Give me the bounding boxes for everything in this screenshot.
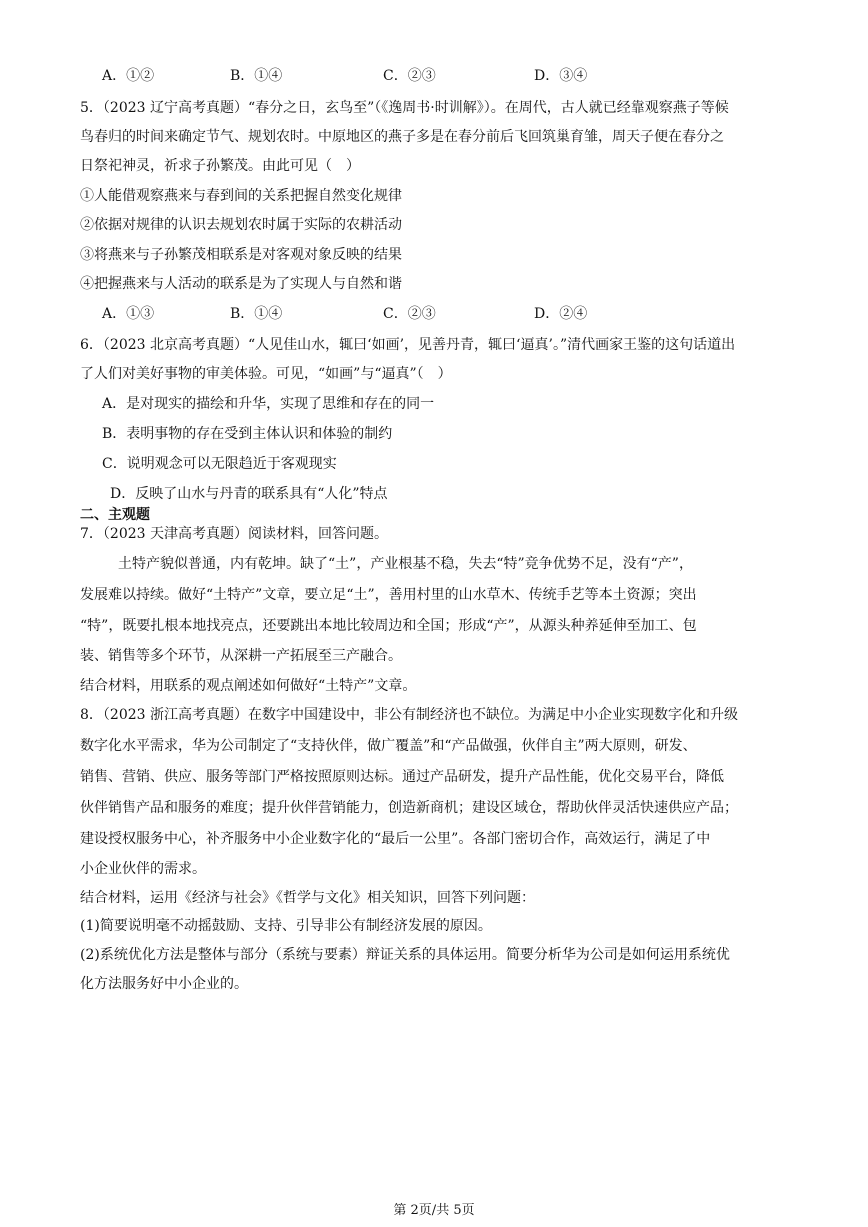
page-number: 第 2页/共 5页 bbox=[393, 1203, 475, 1218]
q5-option-c: C．②③ bbox=[383, 306, 436, 322]
q5-option-b: B．①④ bbox=[230, 306, 283, 322]
q6-option-a: A．是对现实的描绘和升华，实现了思维和存在的同一 bbox=[102, 396, 435, 412]
q8-material-line: 伙伴销售产品和服务的难度；提升伙伴营销能力，创造新商机；建设区域仓，帮助伙伴灵活快速供应产品； bbox=[80, 800, 738, 816]
q7-material-line: “特”，既要扎根本地找亮点，还要跳出本地比较周边和全国；形成“产”，从源头种养延伸至加工、包 bbox=[80, 618, 697, 634]
q8-sub-question-2-line: (2)系统优化方法是整体与部分（系统与要素）辩证关系的具体运用。简要分析华为公司是如何运用系统优 bbox=[80, 947, 730, 963]
q8-material-line: 销售、营销、供应、服务等部门严格按照原则达标。通过产品研发，提升产品性能，优化交易平台，降低 bbox=[80, 769, 724, 785]
q6-option-b: B．表明事物的存在受到主体认识和体验的制约 bbox=[102, 426, 393, 442]
q4-option-b: B．①④ bbox=[230, 68, 283, 84]
section-title: 二、主观题 bbox=[80, 507, 150, 523]
q8-material-line: 数字化水平需求，华为公司制定了“支持伙伴，做广覆盖”和“产品做强，伙伴自主”两大原则，研发、 bbox=[80, 738, 697, 754]
q7-material-line: 发展难以持续。做好“土特产”文章，要立足“土”，善用村里的山水草木、传统手艺等本土资源；突出 bbox=[80, 587, 697, 603]
q5-statement-1: ①人能借观察燕来与春到间的关系把握自然变化规律 bbox=[80, 188, 402, 204]
q5-option-d: D．②④ bbox=[534, 306, 588, 322]
q5-option-a: A．①③ bbox=[102, 306, 155, 322]
q5-stem-line: 日祭祀神灵，祈求子孙繁茂。由此可见（ ） bbox=[80, 158, 360, 174]
q6-stem-line: 6．（2023 北京高考真题）“人见佳山水，辄曰‘如画’，见善丹青，辄曰‘逼真’。”清代画家王鉴的这句话道出 bbox=[80, 337, 736, 353]
q8-instruction: 结合材料，运用《经济与社会》《哲学与文化》相关知识，回答下列问题： bbox=[80, 890, 535, 906]
q8-material-line: 建设授权服务中心，补齐服务中小企业数字化的“最后一公里”。各部门密切合作，高效运行，满足了中 bbox=[80, 831, 711, 847]
q6-stem-line: 了人们对美好事物的审美体验。可见，“如画”与“逼真”（ ） bbox=[80, 366, 452, 382]
q6-option-c: C．说明观念可以无限趋近于客观现实 bbox=[102, 456, 337, 472]
q5-stem-line: 5．（2023 辽宁高考真题）“春分之日，玄鸟至”（《逸周书·时训解》）。在周代，古人就已经靠观察燕子等候 bbox=[80, 100, 729, 116]
q5-statement-3: ③将燕来与子孙繁茂相联系是对客观对象反映的结果 bbox=[80, 247, 402, 263]
q4-option-a: A．①② bbox=[102, 68, 155, 84]
q4-option-d: D．③④ bbox=[534, 68, 588, 84]
q8-material-line: 8．（2023 浙江高考真题）在数字中国建设中，非公有制经济也不缺位。为满足中小企业实现数字化和升级 bbox=[80, 707, 738, 723]
q8-sub-question-1: (1)简要说明毫不动摇鼓励、支持、引导非公有制经济发展的原因。 bbox=[80, 918, 492, 934]
q7-question: 结合材料，用联系的观点阐述如何做好“土特产”文章。 bbox=[80, 678, 417, 694]
q7-material-line: 装、销售等多个环节，从深耕一产拓展至三产融合。 bbox=[80, 648, 402, 664]
q5-statement-2: ②依据对规律的认识去规划农时属于实际的农耕活动 bbox=[80, 217, 402, 233]
q4-option-c: C．②③ bbox=[383, 68, 436, 84]
q8-sub-question-2-line: 化方法服务好中小企业的。 bbox=[80, 976, 248, 992]
q5-stem-line: 鸟春归的时间来确定节气、规划农时。中原地区的燕子多是在春分前后飞回筑巢育雏，周天子便在春分之 bbox=[80, 129, 724, 145]
q7-material-line: 土特产貌似普通，内有乾坤。缺了“土”，产业根基不稳，失去“特”竞争优势不足，没有“产”， bbox=[118, 556, 693, 572]
q6-option-d: D．反映了山水与丹青的联系具有“人化”特点 bbox=[110, 486, 388, 502]
q7-stem: 7．（2023 天津高考真题）阅读材料，回答问题。 bbox=[80, 526, 388, 542]
q5-statement-4: ④把握燕来与人活动的联系是为了实现人与自然和谐 bbox=[80, 276, 402, 292]
q8-material-line: 小企业伙伴的需求。 bbox=[80, 861, 206, 877]
